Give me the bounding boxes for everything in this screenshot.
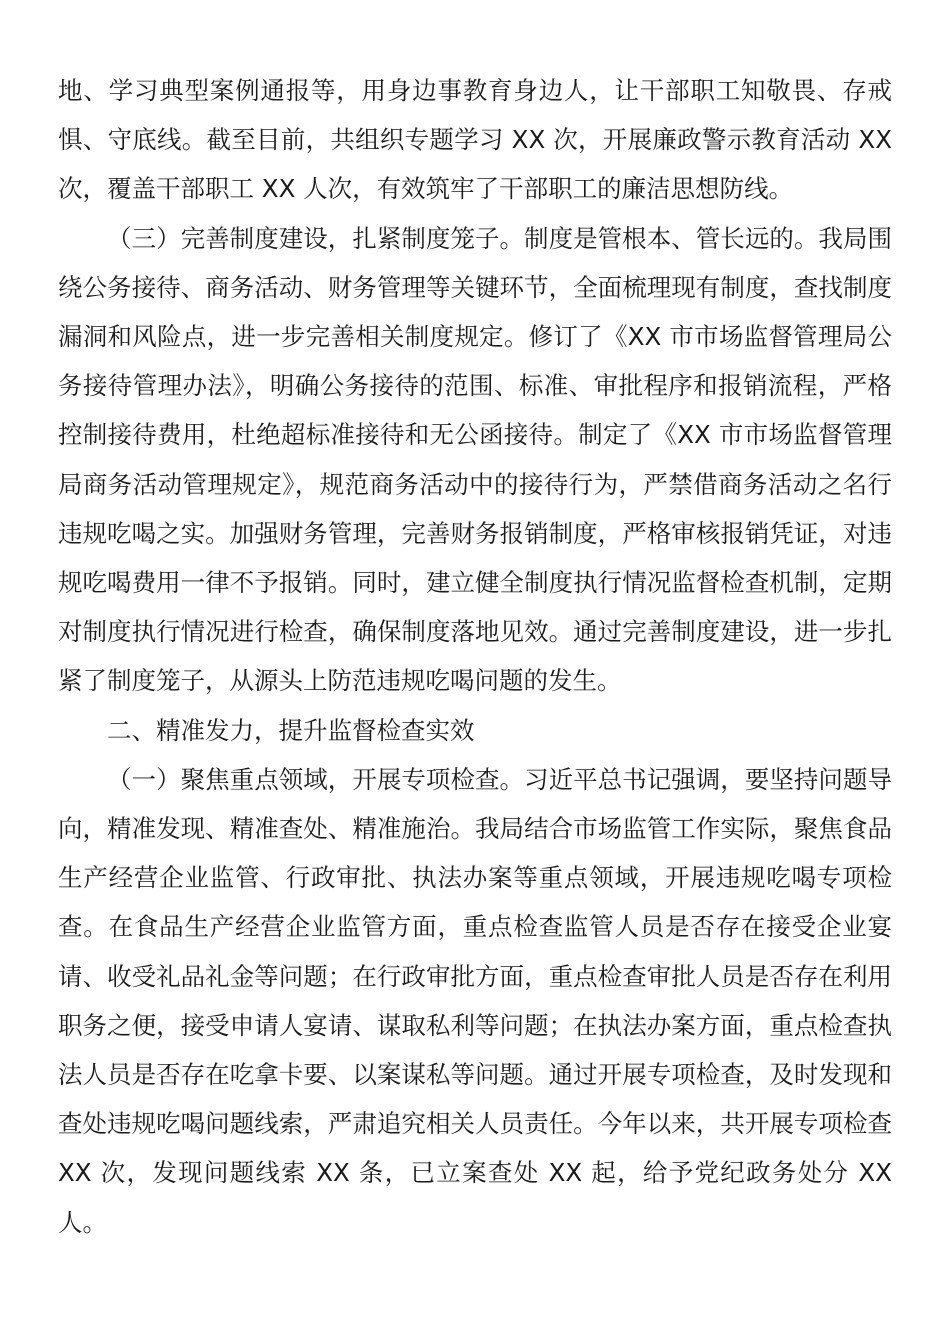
paragraph-subsection-1: （一）聚焦重点领域，开展专项检查。习近平总书记强调，要坚持问题导向，精准发现、精准查处、精准施治。我局结合市场监管工作实际，聚焦食品生产经营企业监管、行政审批、执法办案等重点领域，开展违规吃喝专项检查。在食品生产经营企业监管方面，重点检查监管人员是否存在接受企业宴请、收受礼品礼金等问题；在行政审批方面，重点检查审批人员是否存在利用职务之便，接受申请人宴请、谋取私利等问题；在执法办案方面，重点检查执法人员是否存在吃拿卡要、以案谋私等问题。通过开展专项检查，及时发现和查处违规吃喝问题线索，严肃追究相关人员责任。今年以来，共开展专项检查 XX 次，发现问题线索 XX 条，已立案查处 XX 起，给予党纪政务处分 XX 人。	[58, 764, 892, 1237]
section-heading-2: 二、精准发力，提升监督检查实效	[107, 715, 475, 745]
document-body	[58, 66, 892, 1247]
paragraph-section-3: （三）完善制度建设，扎紧制度笼子。制度是管根本、管长远的。我局围绕公务接待、商务活动、财务管理等关键环节，全面梳理现有制度，查找制度漏洞和风险点，进一步完善相关制度规定。修订了《XX 市市场监督管理局公务接待管理办法》，明确公务接待的范围、标准、审批程序和报销流程，严格控制接待费用，杜绝超标准接待和无公函接待。制定了《XX 市市场监督管理局商务活动管理规定》，规范商务活动中的接待行为，严禁借商务活动之名行违规吃喝之实。加强财务管理，完善财务报销制度，严格审核报销凭证，对违规吃喝费用一律不予报销。同时，建立健全制度执行情况监督检查机制，定期对制度执行情况进行检查，确保制度落地见效。通过完善制度建设，进一步扎紧了制度笼子，从源头上防范违规吃喝问题的发生。	[58, 223, 892, 696]
paragraph-continued: 地、学习典型案例通报等，用身边事教育身边人，让干部职工知敬畏、存戒惧、守底线。截至目前，共组织专题学习 XX 次，开展廉政警示教育活动 XX 次，覆盖干部职工 XX 人次，有效筑牢了干部职工的廉洁思想防线。	[58, 76, 892, 204]
